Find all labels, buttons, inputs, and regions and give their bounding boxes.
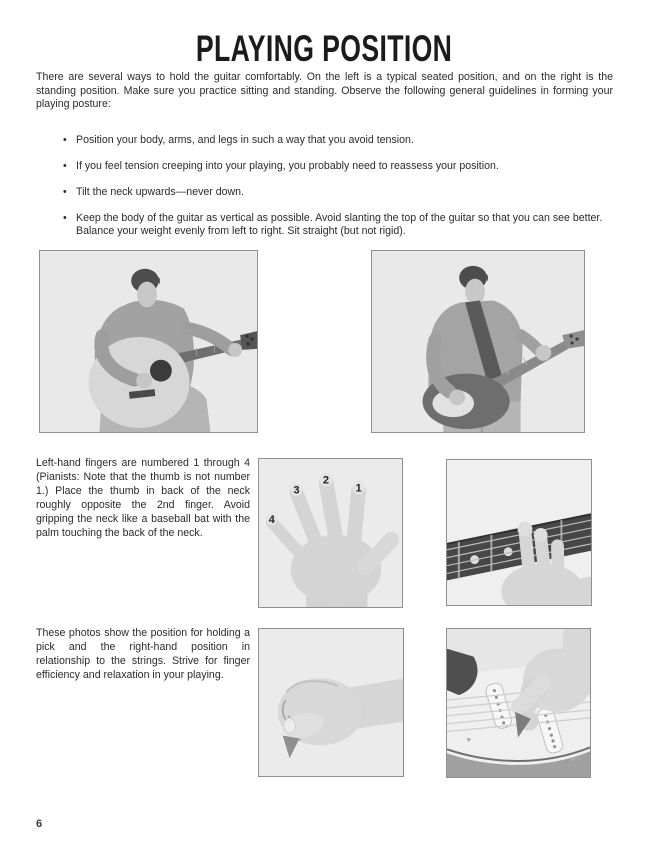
page-title-text: PLAYING POSITION xyxy=(195,28,453,69)
page-number: 6 xyxy=(36,818,43,830)
guideline-item-4 xyxy=(63,212,612,239)
guideline-item-2 xyxy=(63,160,612,173)
photo-thumb-behind-neck xyxy=(446,459,592,606)
guideline-text-2: If you feel tension creeping into your playing, you probably need to reassess your position. xyxy=(76,160,499,172)
photo-pick-grip xyxy=(258,628,404,777)
intro-paragraph: There are several ways to hold the guitar comfortably. On the left is a typical seated position, and on the right is the standing position. Make sure you practice sitting and standing. Observe the following general guidelines in forming your playing posture: xyxy=(36,71,613,111)
bullet-icon: • xyxy=(63,160,67,172)
guideline-item-3 xyxy=(63,186,612,199)
guideline-text-4: Keep the body of the guitar as vertical as possible. Avoid slanting the top of the guitar so that you can see better. Balance your weight evenly from left to right. Sit straight (but not rigid). xyxy=(76,212,603,238)
bullet-icon: • xyxy=(63,134,67,146)
guideline-item-1 xyxy=(63,134,612,147)
left-hand-note: Left-hand fingers are numbered 1 through 4 (Pianists: Note that the thumb is not number 1.) Place the thumb in back of the neck roughly opposite the 2nd finger. Avoid gripping the neck like a baseball bat with the palm touching the back of the neck. xyxy=(36,457,250,539)
page-title xyxy=(0,28,648,70)
finger-label-2: 2 xyxy=(323,474,330,487)
photo-right-hand-over-strings xyxy=(446,628,591,778)
bullet-icon: • xyxy=(63,186,67,198)
photo-left-hand-finger-numbers xyxy=(258,458,403,608)
finger-label-3: 3 xyxy=(293,484,300,497)
finger-label-4: 4 xyxy=(268,514,275,527)
guidelines-list xyxy=(63,134,612,251)
finger-label-1: 1 xyxy=(355,482,362,495)
guideline-text-1: Position your body, arms, and legs in such a way that you avoid tension. xyxy=(76,134,414,146)
photo-standing-position xyxy=(371,250,585,433)
pick-note: These photos show the position for holding a pick and the right-hand position in relationship to the strings. Strive for finger efficiency and relaxation in your playing. xyxy=(36,627,250,681)
photo-seated-position xyxy=(39,250,258,433)
guideline-text-3: Tilt the neck upwards—never down. xyxy=(76,186,245,198)
bullet-icon: • xyxy=(63,212,67,224)
